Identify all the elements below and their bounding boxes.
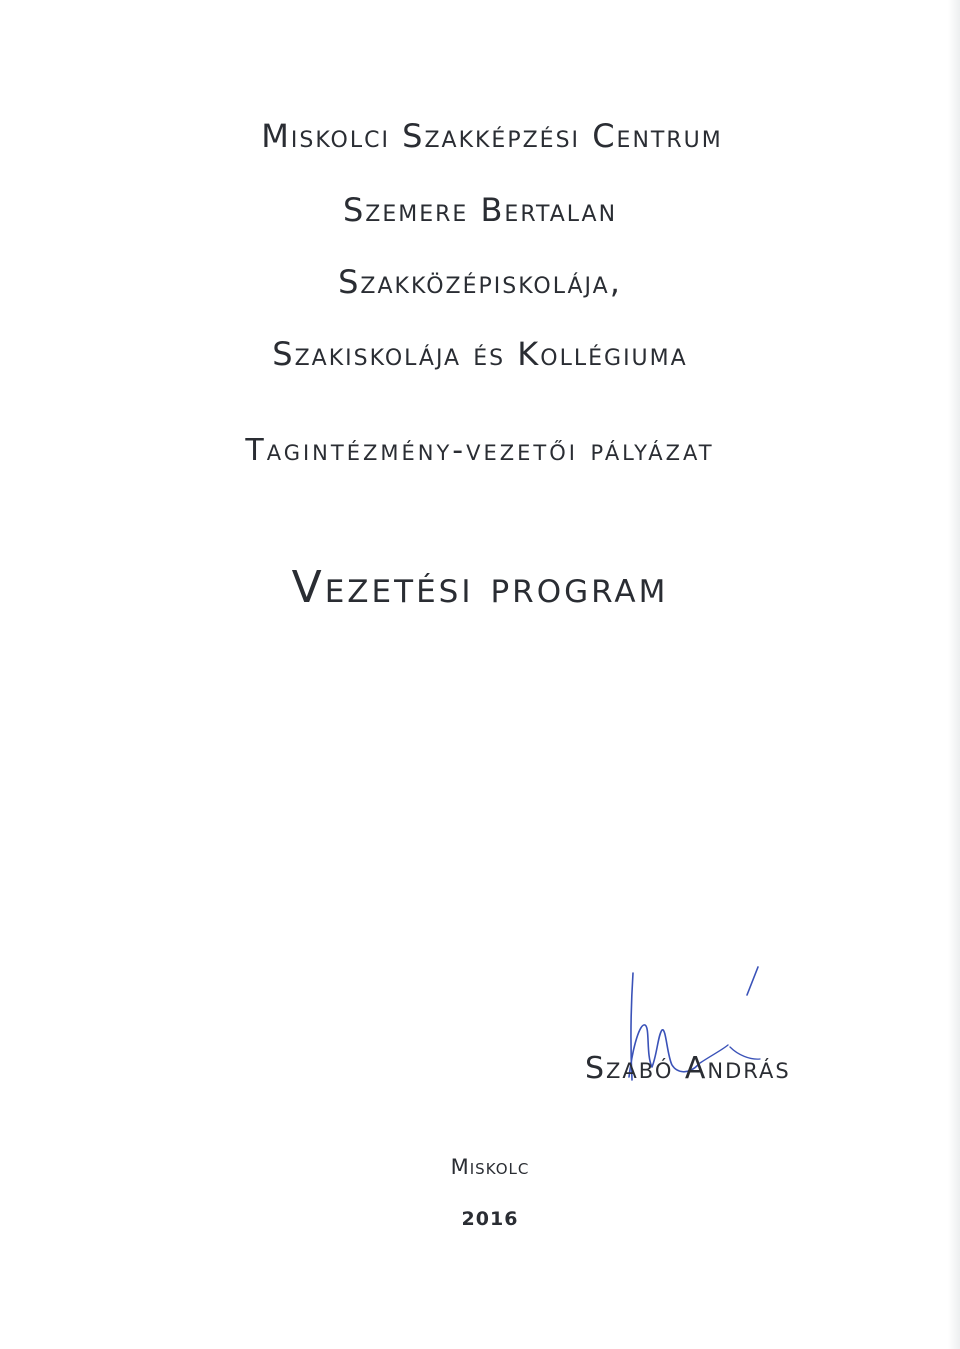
- institution-line-1: Miskolci Szakképzési Centrum: [261, 117, 723, 155]
- application-title: Tagintézmény-vezetői pályázat: [245, 433, 715, 468]
- city: Miskolc: [450, 1155, 530, 1179]
- document-title: Vezetési program: [291, 562, 669, 613]
- institution-line-3: Szakközépiskolája,: [338, 263, 622, 301]
- institution-line-2: Szemere Bertalan: [342, 191, 618, 229]
- year: 2016: [461, 1208, 519, 1230]
- author-name: Szabó András: [585, 1051, 791, 1086]
- institution-line-4: Szakiskolája és Kollégiuma: [272, 335, 688, 373]
